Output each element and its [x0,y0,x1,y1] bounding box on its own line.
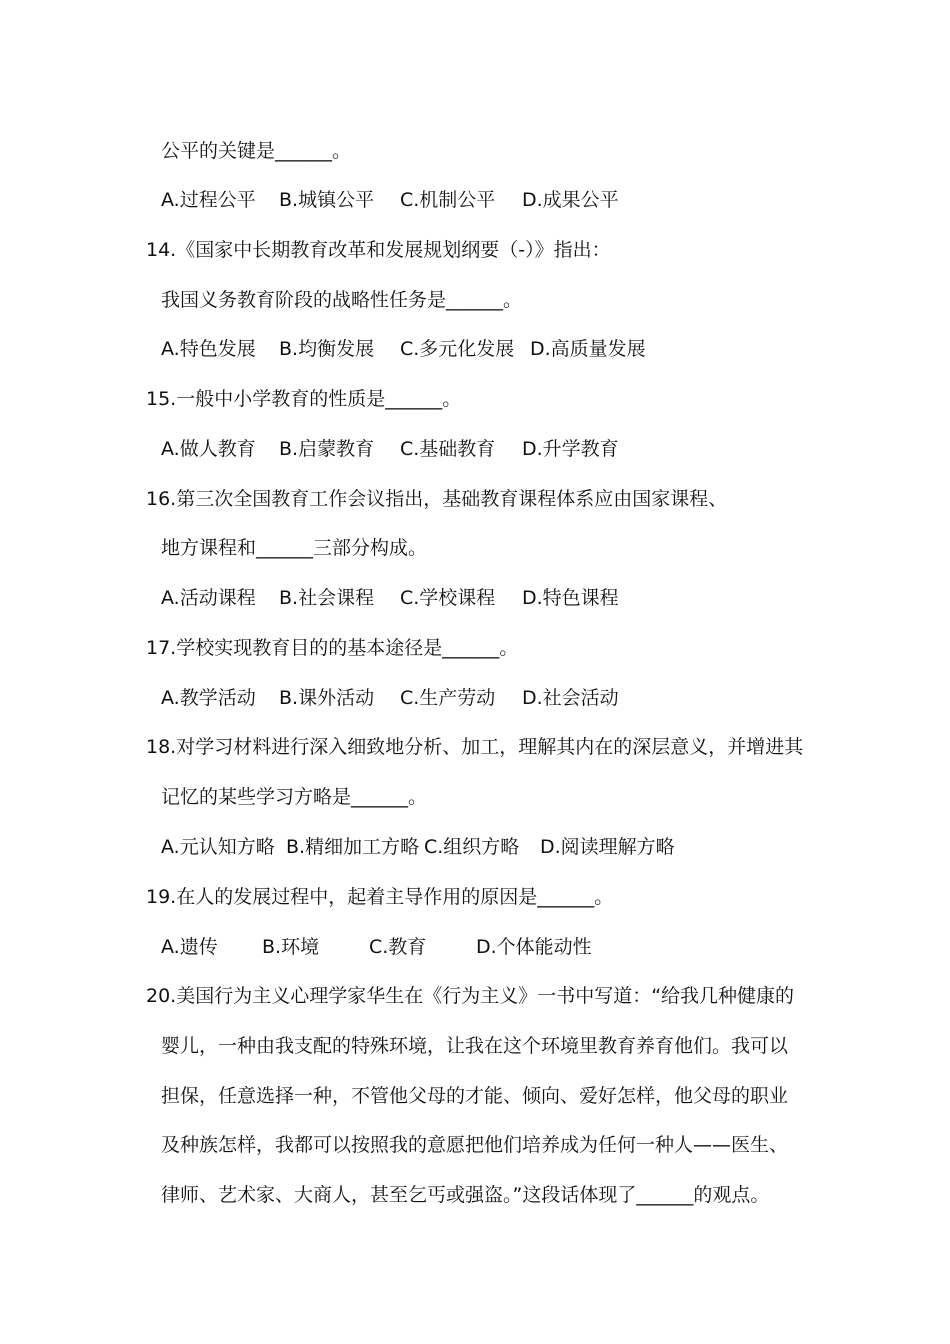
q18-option-c: C.组织方略 [424,836,520,858]
q16-option-d: D.特色课程 [522,587,619,609]
q19-stem: 19.在人的发展过程中，起着主导作用的原因是______。 [146,886,614,908]
q19-option-d: D.个体能动性 [476,936,592,958]
q13-option-d: D.成果公平 [522,189,619,211]
q18-stem-cont: 记忆的某些学习方略是______。 [161,786,428,808]
q13-option-a: A.过程公平 [161,189,256,211]
q18-option-b: B.精细加工方略 [286,836,420,858]
q15-option-c: C.基础教育 [400,438,496,460]
q20-stem-line3: 担保，任意选择一种，不管他父母的才能、倾向、爱好怎样，他父母的职业 [161,1085,789,1107]
q16-stem-cont: 地方课程和______三部分构成。 [161,537,428,559]
q14-option-a: A.特色发展 [161,338,256,360]
q19-option-b: B.环境 [262,936,320,958]
q18-option-d: D.阅读理解方略 [540,836,675,858]
q17-option-d: D.社会活动 [522,687,619,709]
q20-stem: 20.美国行为主义心理学家华生在《行为主义》一书中写道：“给我几种健康的 [146,985,795,1007]
q14-stem: 14.《国家中长期教育改革和发展规划纲要（-）》指出： [146,239,611,261]
q20-stem-line4: 及种族怎样，我都可以按照我的意愿把他们培养成为任何一种人——医生、 [161,1134,789,1156]
q19-option-a: A.遗传 [161,936,218,958]
q16-option-b: B.社会课程 [279,587,375,609]
q20-stem-line2: 婴儿，一种由我支配的特殊环境，让我在这个环境里教育养育他们。我可以 [161,1035,789,1057]
q18-stem: 18.对学习材料进行深入细致地分析、加工，理解其内在的深层意义，并增进其 [146,736,804,758]
q15-option-b: B.启蒙教育 [279,438,375,460]
q16-option-a: A.活动课程 [161,587,256,609]
q13-option-b: B.城镇公平 [279,189,375,211]
q17-option-b: B.课外活动 [279,687,375,709]
q15-option-a: A.做人教育 [161,438,256,460]
q18-option-a: A.元认知方略 [161,836,275,858]
q16-stem: 16.第三次全国教育工作会议指出，基础教育课程体系应由国家课程、 [146,488,728,510]
q19-option-c: C.教育 [369,936,427,958]
q20-stem-line5: 律师、艺术家、大商人，甚至乞丐或强盗。”这段话体现了______的观点。 [161,1184,770,1206]
q17-stem: 17.学校实现教育目的的基本途径是______。 [146,637,519,659]
q14-option-c: C.多元化发展 [400,338,515,360]
q14-stem-cont: 我国义务教育阶段的战略性任务是______。 [161,289,523,311]
q15-stem: 15.一般中小学教育的性质是______。 [146,388,462,410]
q14-option-d: D.高质量发展 [530,338,646,360]
q15-option-d: D.升学教育 [522,438,619,460]
q17-option-c: C.生产劳动 [400,687,496,709]
q17-option-a: A.教学活动 [161,687,256,709]
q14-option-b: B.均衡发展 [279,338,375,360]
q13-option-c: C.机制公平 [400,189,496,211]
q13-stem-cont: 公平的关键是______。 [161,140,352,162]
q16-option-c: C.学校课程 [400,587,496,609]
